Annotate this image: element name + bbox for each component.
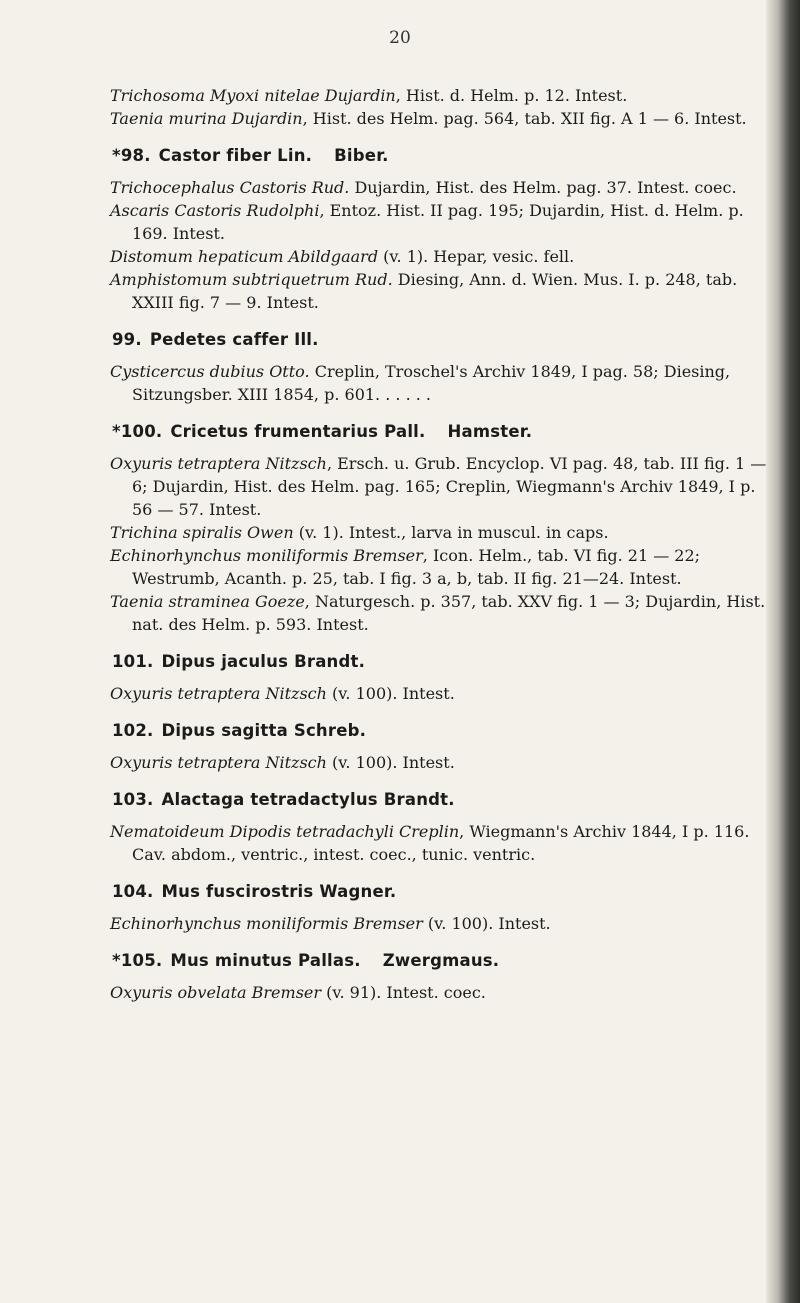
species-heading bbox=[110, 328, 770, 352]
parasite-name: Taenia murina Dujardin bbox=[110, 109, 303, 128]
parasite-name: Oxyuris tetraptera Nitzsch bbox=[110, 753, 327, 772]
parasite-entry bbox=[110, 452, 770, 521]
parasite-entry bbox=[110, 199, 770, 245]
species-name: Dipus sagitta Schreb. bbox=[161, 721, 367, 740]
parasite-name: Amphistomum subtriquetrum Rud. bbox=[110, 270, 393, 289]
parasite-entry bbox=[110, 912, 770, 935]
species-heading bbox=[110, 880, 770, 904]
parasite-entry bbox=[110, 521, 770, 544]
reference-text: (v. 91). Intest. coec. bbox=[321, 983, 486, 1002]
species-name: Dipus jaculus Brandt. bbox=[161, 652, 366, 671]
reference-text: , Hist. d. Helm. p. 12. Intest. bbox=[395, 86, 628, 105]
parasite-entry bbox=[110, 360, 770, 406]
species-number: 101. bbox=[112, 652, 154, 671]
reference-text: (v. 100). Intest. bbox=[422, 914, 551, 933]
parasite-name: Trichina spiralis Owen bbox=[110, 523, 294, 542]
parasite-entry bbox=[110, 107, 770, 130]
species-heading bbox=[110, 949, 770, 973]
species-number: 103. bbox=[112, 790, 154, 809]
parasite-entry bbox=[110, 176, 770, 199]
reference-text: , Icon. Helm., tab. VI fig. 21 — 22; Westrumb, Acanth. p. 25, tab. I fig. 3 a, b, tab. II fig. 21—24. Intest. bbox=[132, 546, 701, 588]
reference-text: Creplin, Troschel's Archiv 1849, I pag. 58; Diesing, Sitzungsber. XIII 1854, p. 601. . . . . . bbox=[132, 362, 731, 404]
parasite-entry bbox=[110, 544, 770, 590]
parasite-entry bbox=[110, 268, 770, 314]
common-name: Zwergmaus. bbox=[382, 951, 500, 970]
species-name: Alactaga tetradactylus Brandt. bbox=[161, 790, 455, 809]
species-number: *105. bbox=[112, 951, 163, 970]
parasite-entry bbox=[110, 245, 770, 268]
species-name: Castor fiber Lin. bbox=[158, 146, 313, 165]
reference-text: , Entoz. Hist. II pag. 195; Dujardin, Hist. d. Helm. p. 169. Intest. bbox=[132, 201, 744, 243]
species-heading bbox=[110, 144, 770, 168]
reference-text: (v. 100). Intest. bbox=[326, 753, 455, 772]
species-number: *98. bbox=[112, 146, 151, 165]
reference-text: , Hist. des Helm. pag. 564, tab. XII fig. A 1 — 6. Intest. bbox=[302, 109, 747, 128]
parasite-entry bbox=[110, 981, 770, 1004]
species-name: Mus minutus Pallas. bbox=[170, 951, 361, 970]
parasite-entry bbox=[110, 682, 770, 705]
parasite-name: Taenia straminea Goeze bbox=[110, 592, 305, 611]
parasite-entry bbox=[110, 84, 770, 107]
reference-text: , Ersch. u. Grub. Encyclop. VI pag. 48, tab. III fig. 1 — 6; Dujardin, Hist. des Helm. pag. 165; Creplin, Wiegmann's Archiv 1849, I p. 56 — 57. Intest. bbox=[132, 454, 767, 519]
text-column bbox=[110, 84, 770, 1004]
species-heading bbox=[110, 420, 770, 444]
reference-text: Dujardin, Hist. des Helm. pag. 37. Intest. coec. bbox=[349, 178, 737, 197]
parasite-name: Oxyuris tetraptera Nitzsch bbox=[110, 684, 327, 703]
parasite-name: Nematoideum Dipodis tetradachyli Creplin bbox=[110, 822, 460, 841]
parasite-name: Ascaris Castoris Rudolphi bbox=[110, 201, 320, 220]
reference-text: , Naturgesch. p. 357, tab. XXV fig. 1 — 3; Dujardin, Hist. nat. des Helm. p. 593. Intest. bbox=[132, 592, 766, 634]
parasite-name: Oxyuris obvelata Bremser bbox=[110, 983, 322, 1002]
species-number: 99. bbox=[112, 330, 142, 349]
reference-text: (v. 1). Hepar, vesic. fell. bbox=[378, 247, 575, 266]
parasite-entry bbox=[110, 590, 770, 636]
reference-text: (v. 100). Intest. bbox=[326, 684, 455, 703]
reference-text: (v. 1). Intest., larva in muscul. in caps. bbox=[293, 523, 609, 542]
parasite-name: Trichocephalus Castoris Rud. bbox=[110, 178, 350, 197]
parasite-name: Cysticercus dubius Otto. bbox=[110, 362, 310, 381]
species-number: 104. bbox=[112, 882, 154, 901]
parasite-name: Oxyuris tetraptera Nitzsch bbox=[110, 454, 327, 473]
reference-text: Diesing, Ann. d. Wien. Mus. I. p. 248, tab. XXIII fig. 7 — 9. Intest. bbox=[132, 270, 738, 312]
species-number: 102. bbox=[112, 721, 154, 740]
species-name: Mus fuscirostris Wagner. bbox=[161, 882, 397, 901]
parasite-entry bbox=[110, 751, 770, 774]
species-number: *100. bbox=[112, 422, 163, 441]
parasite-entry bbox=[110, 820, 770, 866]
parasite-name: Distomum hepaticum Abildgaard bbox=[110, 247, 379, 266]
species-heading bbox=[110, 650, 770, 674]
parasite-name: Echinorhynchus moniliformis Bremser bbox=[110, 546, 423, 565]
common-name: Hamster. bbox=[447, 422, 533, 441]
species-heading bbox=[110, 788, 770, 812]
species-heading bbox=[110, 719, 770, 743]
species-name: Cricetus frumentarius Pall. bbox=[170, 422, 426, 441]
species-name: Pedetes caffer Ill. bbox=[149, 330, 319, 349]
parasite-name: Echinorhynchus moniliformis Bremser bbox=[110, 914, 423, 933]
parasite-name: Trichosoma Myoxi nitelae Dujardin bbox=[110, 86, 396, 105]
page-edge-shadow bbox=[766, 0, 800, 1303]
common-name: Biber. bbox=[334, 146, 389, 165]
page-number: 20 bbox=[389, 28, 411, 48]
reference-text: , Wiegmann's Archiv 1844, I p. 116. Cav. abdom., ventric., intest. coec., tunic. ventric. bbox=[132, 822, 750, 864]
